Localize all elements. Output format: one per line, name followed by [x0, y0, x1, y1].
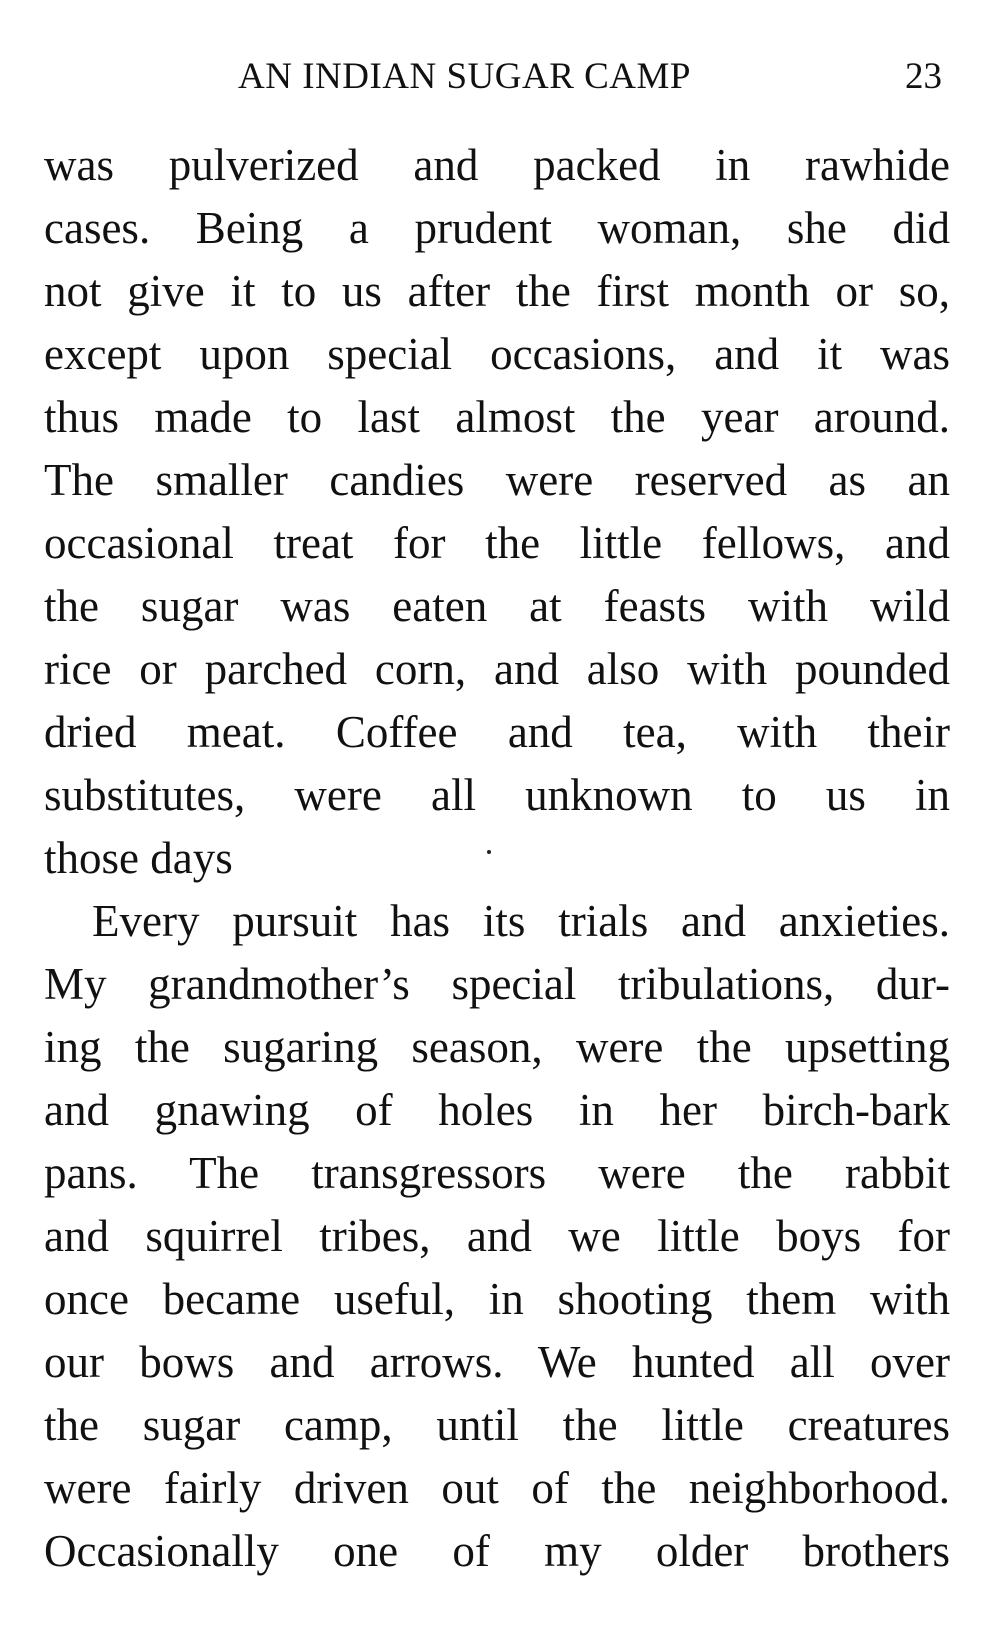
text-line: our bows and arrows. We hunted all over [44, 1337, 950, 1387]
text-line: thus made to last almost the year around. [44, 392, 950, 442]
text-line: Occasionally one of my older brothers [44, 1526, 950, 1576]
text-line: Every pursuit has its trials and anxieties. [92, 896, 950, 946]
text-line: was pulverized and packed in rawhide [44, 140, 950, 190]
page-number: 23 [905, 56, 942, 97]
text-line: The smaller candies were reserved as an [44, 455, 950, 505]
text-line: the sugar was eaten at feasts with wild [44, 581, 950, 631]
text-line: the sugar camp, until the little creatures [44, 1400, 950, 1450]
text-line: occasional treat for the little fellows, and [44, 518, 950, 568]
text-line: and squirrel tribes, and we little boys for [44, 1211, 950, 1261]
body-text [44, 134, 950, 1583]
text-line: were fairly driven out of the neighborhood. [44, 1463, 950, 1513]
text-line: rice or parched corn, and also with pounded [44, 644, 950, 694]
text-line: pans. The transgressors were the rabbit [44, 1148, 950, 1198]
text-line: those days [44, 833, 233, 883]
text-line: and gnawing of holes in her birch-bark [44, 1085, 950, 1135]
text-line: once became useful, in shooting them with [44, 1274, 950, 1324]
running-head [0, 52, 1000, 102]
text-line: dried meat. Coffee and tea, with their [44, 707, 950, 757]
text-line: not give it to us after the first month or so, [44, 266, 950, 316]
running-title: AN INDIAN SUGAR CAMP [238, 56, 692, 97]
print-speck [487, 850, 491, 854]
text-line: substitutes, were all unknown to us in [44, 770, 950, 820]
text-line: except upon special occasions, and it was [44, 329, 950, 379]
text-line: My grandmother’s special tribulations, dur- [44, 959, 950, 1009]
text-line: ing the sugaring season, were the upsetting [44, 1022, 950, 1072]
text-line: cases. Being a prudent woman, she did [44, 203, 950, 253]
